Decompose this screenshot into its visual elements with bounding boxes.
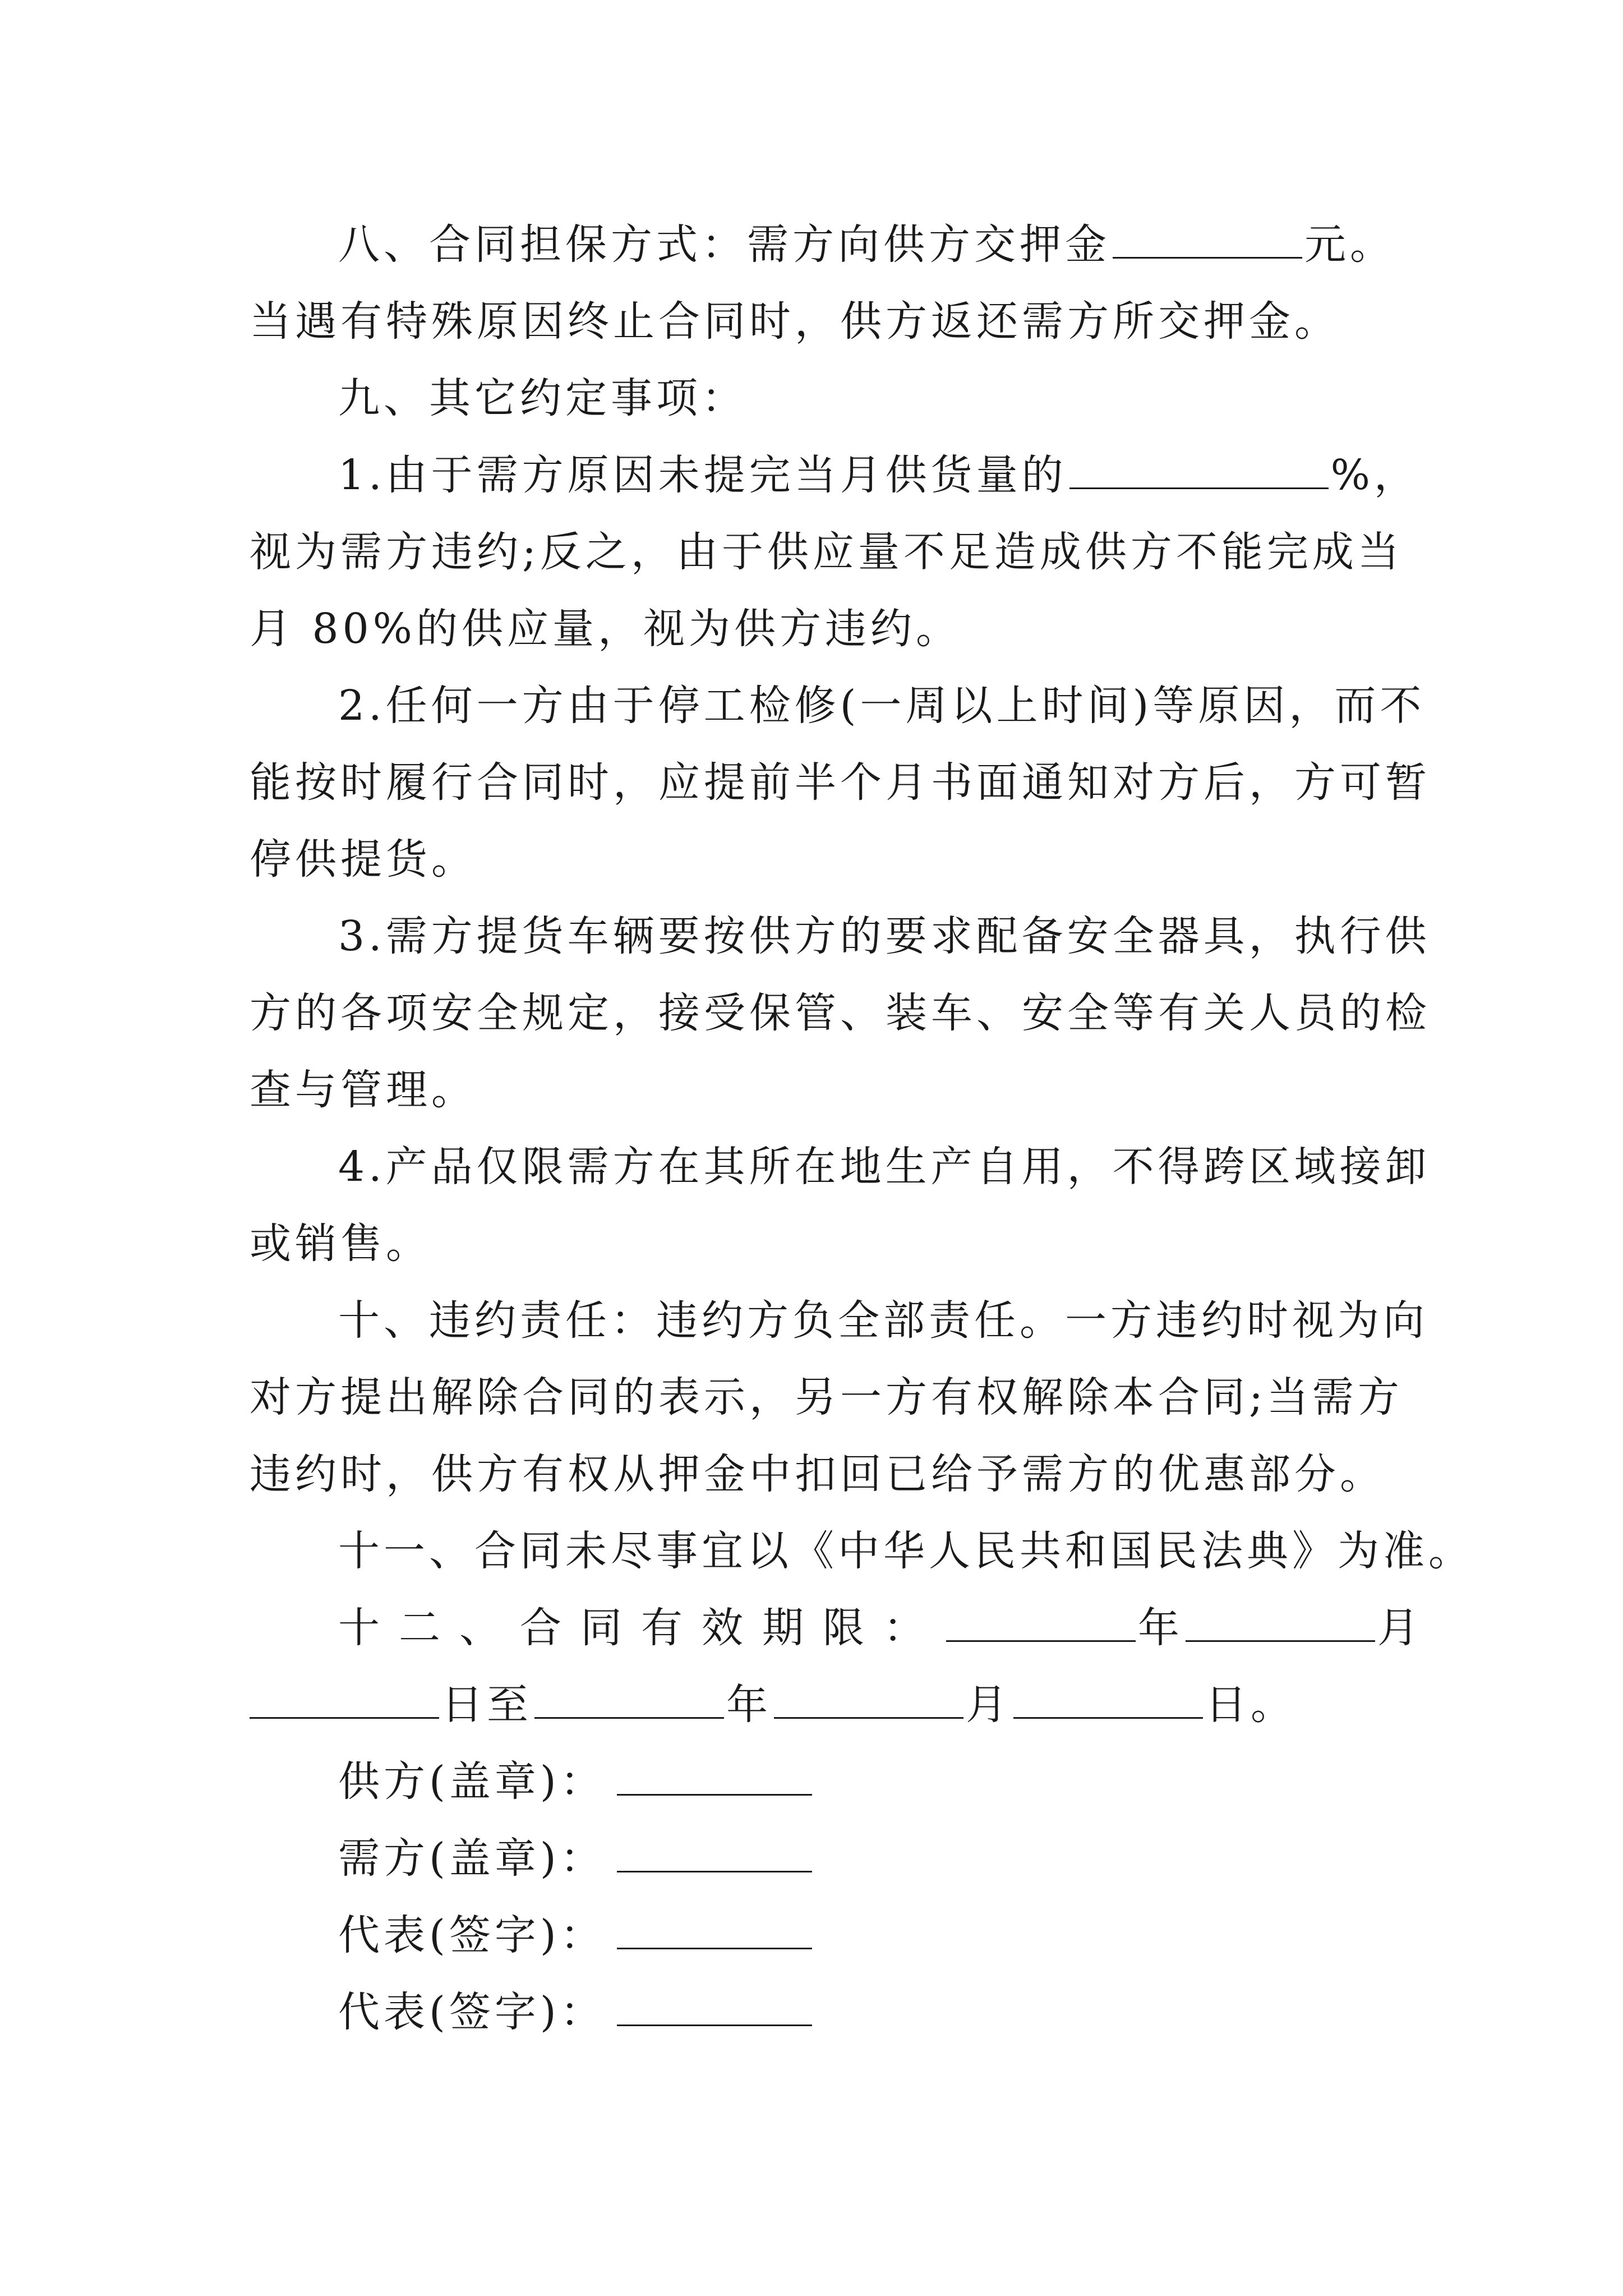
end-year-blank[interactable] [534, 1685, 724, 1719]
clause-10-line-2: 对方提出解除合同的表示，另一方有权解除本合同;当需方 [250, 1373, 1403, 1421]
clause-12-line-1 [250, 1590, 1423, 1667]
clause-9-item-2-line-3: 停供提货。 [250, 835, 477, 884]
clause-9-item-3-line-3: 查与管理。 [250, 1066, 477, 1114]
clause-10-line-3: 违约时，供方有权从押金中扣回已给予需方的优惠部分。 [250, 1450, 1385, 1498]
clause-8-line-1 [250, 206, 1395, 283]
buyer-seal-blank[interactable] [617, 1838, 812, 1872]
clause-9-item-1-text: 1.由于需方原因未提完当月供货量的 [338, 451, 1067, 499]
signature-row-buyer [250, 1820, 1382, 1897]
clause-9-item-2-line-2: 能按时履行合同时，应提前半个月书面通知对方后，方可暂 [250, 758, 1431, 807]
supplier-seal-blank[interactable] [617, 1761, 812, 1796]
end-day-blank[interactable] [1013, 1685, 1203, 1719]
clause-9-item-1-line-3: 月 80%的供应量，视为供方违约。 [250, 605, 961, 653]
end-month-blank[interactable] [774, 1685, 963, 1719]
end-day-label: 日。 [1205, 1681, 1296, 1729]
signature-label: 代表(签字)： [338, 1988, 606, 2036]
start-year-blank[interactable] [946, 1608, 1136, 1642]
clause-9-item-4-line-1: 4.产品仅限需方在其所在地生产自用，不得跨区域接卸 [338, 1143, 1431, 1191]
supply-percent-blank[interactable] [1069, 455, 1329, 489]
clause-9-item-3-line-2: 方的各项安全规定，接受保管、装车、安全等有关人员的检 [250, 989, 1431, 1037]
signature-label: 代表(签字)： [338, 1911, 606, 1959]
rep-2-signature-blank[interactable] [617, 1992, 812, 2026]
clause-12-line-2 [250, 1667, 1382, 1743]
year-label: 年 [1138, 1604, 1183, 1652]
rep-1-signature-blank[interactable] [617, 1915, 812, 1949]
signature-label: 供方(盖章)： [338, 1757, 606, 1806]
signature-label: 需方(盖章)： [338, 1834, 606, 1883]
clause-9-item-4-line-2: 或销售。 [250, 1220, 431, 1268]
day-to-label: 日至 [441, 1681, 532, 1729]
clause-8-line-2: 当遇有特殊原因终止合同时，供方返还需方所交押金。 [250, 297, 1340, 346]
clause-8-unit: 元。 [1304, 220, 1395, 269]
percent-sign: %， [1330, 451, 1419, 499]
start-month-blank[interactable] [1186, 1608, 1375, 1642]
clause-9-item-1-line-1 [250, 437, 1419, 514]
clause-8-text: 八、合同担保方式：需方向供方交押金 [338, 220, 1110, 269]
end-year-label: 年 [726, 1681, 772, 1729]
clause-9-item-1-line-2: 视为需方违约;反之，由于供应量不足造成供方不能完成当 [250, 528, 1403, 576]
clause-12-text: 十二、合同有效期限： [338, 1604, 944, 1652]
signature-row-rep-2 [250, 1974, 1382, 2051]
clause-9-item-3-line-1: 3.需方提货车辆要按供方的要求配备安全器具，执行供 [338, 912, 1431, 960]
clause-9-heading: 九、其它约定事项： [338, 374, 747, 422]
clause-9-item-2-line-1: 2.任何一方由于停工检修(一周以上时间)等原因，而不 [338, 682, 1426, 730]
month-label: 月 [1377, 1604, 1423, 1652]
end-month-label: 月 [966, 1681, 1011, 1729]
contract-body [250, 206, 1474, 2051]
clause-10-line-1: 十、违约责任：违约方负全部责任。一方违约时视为向 [338, 1296, 1428, 1345]
signature-row-supplier [250, 1743, 1382, 1820]
clause-11-line-1: 十一、合同未尽事宜以《中华人民共和国民法典》为准。 [338, 1527, 1474, 1575]
signature-row-rep-1 [250, 1897, 1382, 1974]
start-day-blank[interactable] [250, 1685, 439, 1719]
deposit-amount-blank[interactable] [1113, 224, 1302, 259]
